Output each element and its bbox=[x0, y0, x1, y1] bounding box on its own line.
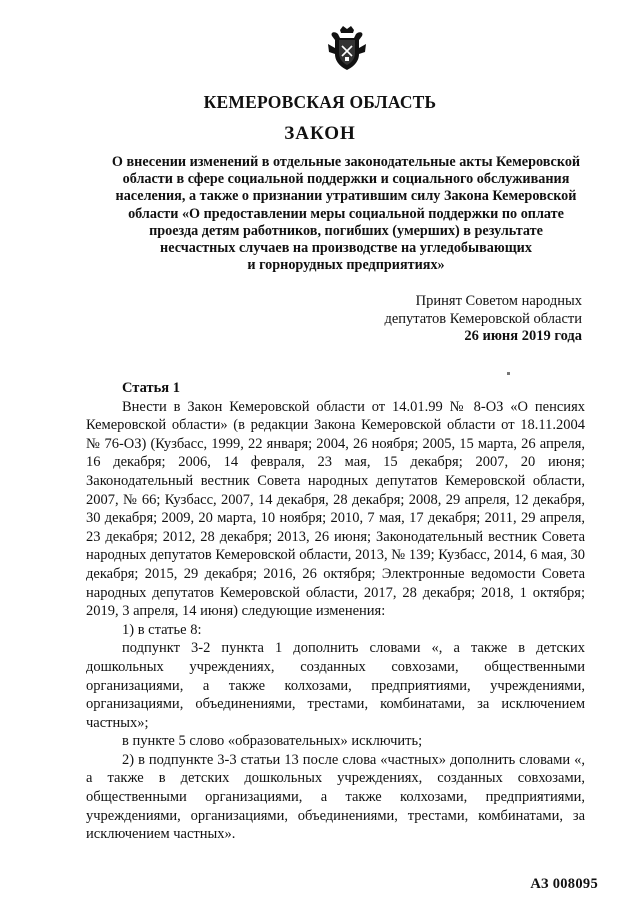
article-subitem: в пункте 5 слово «образовательных» исключить; bbox=[122, 733, 423, 750]
article-item: 1) в статье 8: bbox=[122, 621, 202, 638]
article-intro: Внести в Закон Кемеровской области от 14.01.99 № 8-ОЗ «О пенсиях Кемеровской области» (в редакции Закона Кемеровской области от 18.11.2004 № 76-ОЗ) (Кузбасс, 1999, 22 января; 2004, 26 ноября; 2005, 15 марта, 26 апреля, 16 декабря; 2006, 14 февраля, 23 мая, 15 декабря; 2007, 20 июня; Законодательный вестник Совета народных депутатов Кемеровской области, 2007, № 66; Кузбасс, 2007, 14 декабря, 28 декабря; 2008, 29 апреля, 12 декабря, 30 декабря; 2009, 20 марта, 10 ноября; 2010, 7 мая, 17 декабря; 2011, 29 апреля, 23 декабря; 2012, 28 декабря; 2013, 26 июня; Законодательный вестник Совета народных депутатов Кемеровской области, 2013, № 139; Кузбасс, 2014, 6 мая, 30 декабря; 2015, 29 декабря; 2016, 26 октября; Электронные ведомости Совета народных депутатов Кемеровской области, 2017, 28 декабря; 2018, 1 октября; 2019, 3 апреля, 14 июня) следующие изменения: bbox=[86, 398, 585, 620]
law-title bbox=[96, 154, 596, 274]
coat-of-arms-icon bbox=[326, 24, 368, 72]
adoption-block bbox=[384, 293, 582, 346]
document-type-heading: ЗАКОН bbox=[284, 123, 356, 144]
title-line: несчастных случаев на производстве на угледобывающих bbox=[160, 240, 532, 257]
title-line: области в сфере социальной поддержки и социального обслуживания bbox=[122, 171, 570, 188]
title-line: проезда детям работников, погибших (умерших) в результате bbox=[149, 222, 543, 239]
article-item: 2) в подпункте 3-3 статьи 13 после слова «частных» дополнить словами «, а также в детских дошкольных учреждениях, созданных совхозами, общественными организациями, а также колхозами, предприятиями, учреждениями, организациями, объединениями, трестами, комбинатами, за исключением частных». bbox=[86, 751, 585, 843]
adoption-line: Принят Советом народных bbox=[415, 293, 582, 309]
region-heading: КЕМЕРОВСКАЯ ОБЛАСТЬ bbox=[203, 92, 437, 112]
adoption-date: 26 июня 2019 года bbox=[464, 328, 582, 344]
article-subitem: подпункт 3-2 пункта 1 дополнить словами «, а также в детских дошкольных учреждениях, созданных совхозами, общественными организациями, а также колхозами, предприятиями, учреждениями, организациями, объединениями, трестами, комбинатами, за исключением частных»; bbox=[86, 640, 585, 731]
article-heading: Статья 1 bbox=[122, 380, 180, 396]
title-line: области «О предоставлении меры социальной поддержки по оплате bbox=[128, 205, 564, 222]
law-body bbox=[86, 379, 585, 844]
form-number: АЗ 008095 bbox=[530, 876, 598, 892]
title-line: и горнорудных предприятиях» bbox=[247, 257, 445, 274]
scan-mark bbox=[507, 372, 510, 375]
title-line: населения, а также о признании утратившим силу Закона Кемеровской bbox=[115, 188, 577, 205]
title-line: О внесении изменений в отдельные законодательные акты Кемеровской bbox=[111, 154, 581, 170]
adoption-line: депутатов Кемеровской области bbox=[384, 310, 582, 327]
